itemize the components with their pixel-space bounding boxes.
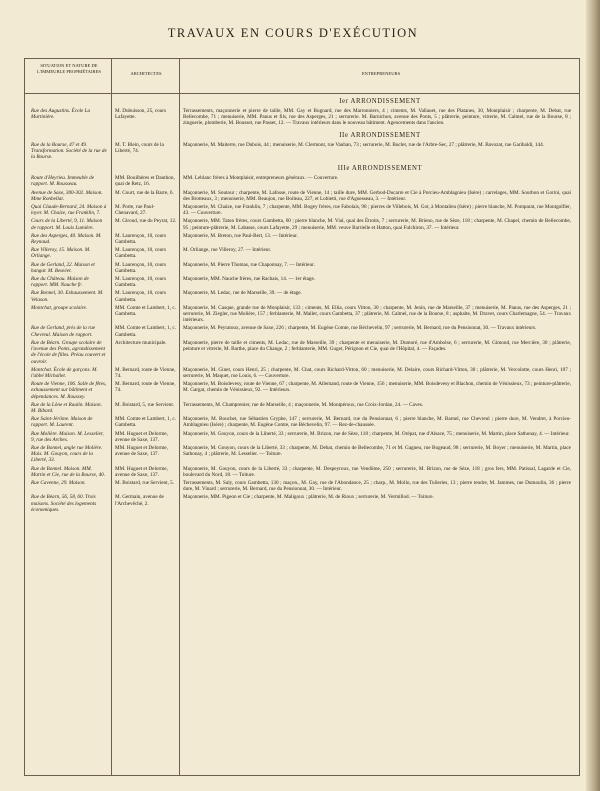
contractors-cell: Terrassements, M. Champrenier, rue de Marseille, 4 ; maçonnerie, M. Montpéroux, rue Croix-Jordan, 24. — Caves. [183, 401, 424, 408]
architect-cell: M. Germain, avenue de l'Archevêché, 2. [115, 494, 164, 507]
contractors-cell: Maçonnerie, M. Casque, grande rue de Monplaisir, 133 ; ciments, M. Ellia, cours Vitton, 30 ; charpente, M. Jenin, rue de Marseille, 37 ; menuiserie, M. Panus, rue des Asperges, 21 ; serrurerie, M. Ziegler, rue Molière, 157 ; ferblanterie, M. Mallet, cours Gambetta, 37 ; plâtrerie, M. Calmel, rue de la Bourse, 8 ; asphalte, M. Dravet, cours Charlemagne, 54. — Travaux intérieurs. [183, 304, 571, 324]
architect-cell: M. T. Blein, cours de la Liberté, 74. [115, 141, 164, 154]
site-cell: Montchat. École de garçons. M. l'abbé Michallet. [31, 366, 98, 379]
table-row [25, 367, 579, 379]
table-row [25, 175, 579, 187]
contractors-cell: M. Orliange, rue Villeroy, 27. — Intérieur. [183, 247, 272, 254]
page-title: TRAVAUX EN COURS D'EXÉCUTION [167, 26, 419, 40]
contractors-cell: MM. Leblanc frères à Montplaisir, entrepreneurs généraux. — Couverture. [183, 175, 339, 182]
table-body [25, 95, 579, 515]
table-row [25, 494, 579, 513]
header-situation: SITUATION ET NATURE DE L'IMMEUBLE PROPRIÉTAIRES [37, 63, 101, 74]
architect-cell: M. Laurençon, 10, cours Gambetta. [115, 276, 166, 289]
architect-cell: M. Laurençon, 10, cours Gambetta. [115, 261, 166, 274]
contractors-cell: Maçonnerie, pierre de taille et ciments, M. Ledac, rue de Marseille, 39 ; charpente et menuiserie, M. Dumoré, rue d'Ambolse, 6 ; serrurerie, M. Gimond, rue Mercière, 30 ; plâtrerie, peinture et vitrerie, M. Barthe, place du Change, 2 ; ferblanterie, MM. Guget, Pérignon et Cie, quai de l'Hôpital, 4. — Façades. [183, 339, 571, 353]
section-title: Ier ARRONDISSEMENT [339, 98, 421, 105]
table-row [25, 262, 579, 274]
site-cell: Rue du Château. Maison de rapport. MM. Nauche fr. [31, 276, 89, 289]
table-row [25, 276, 579, 288]
contractors-cell: Maçonnerie, M. Peyratoux, avenue de Saxe, 226 ; charpente, M. Eugène Comte, rue Béchevelin, 97 ; serrurerie, M. Bernard, rue du Pensionnat, 30. — Travaux intérieurs. [183, 325, 537, 332]
table-row [25, 340, 579, 365]
contractors-cell: Maçonnerie, M. Boisdevesy, route de Vienne, 67 ; charpente, M. Allemand, route de Vienne, 156 ; menuiserie, MM. Boisdevesy et Blachon, chemin de Vénissieux, 73 ; peinture-plâtrerie, M. Gargat, chemin de Vénissieux, 92. — Intérieurs. [183, 381, 571, 394]
contractors-cell: Maçonnerie, M. Gouyon, cours de la Liberté, 33 ; charpente, M. Despeyroux, rue Vendôme, 250 ; serrurerie, M. Brizon, rue de Sèze, 118 ; gros fers, MM. Patissal, Lagarde et Cie, boulevard du Nord, 18. — Toiture. [183, 465, 571, 478]
site-cell: Rue des Asperges, 40. Maison. M. Reynaud. [31, 232, 102, 246]
contractors-cell: Maçonnerie, MM. Taton frères, cours Gambetta, 60 ; pierre blanche, M. Vial, quai des Étroits, 7 ; serrurerie, M. Brieno, rue de Sèze, 118 ; charpente, M. Chapel, chemin de Bellecombe, 95 ; peinture-plâtrerie, M. Labasse, cours Lafayette, 29 ; menuiserie, MM. veuve Barrielle et Hatton, quai Fulchiron, 37. — Intérieur. [183, 218, 571, 231]
contractors-cell: Maçonnerie, M. Chaize, rue Franklin, 7 ; charpente, MM. Bogey frères, rue Fabolais, 98 ; pierres de Villebois, M. Got, à Montalieu (Isère) ; pierre blanche, M. Pomparat, rue Montgolfier, 43. — Couverture. [183, 204, 571, 217]
contractors-cell: Maçonnerie, MM. Pigeon et Cie ; charpente, M. Maligoux ; plâtrerie, M. de Rioux ; serrurerie, M. Vermillod. — Toiture. [183, 494, 434, 501]
contractors-cell: Maçonnerie, M. Ledac, rue de Marseille, 39. — 4e étage. [183, 290, 302, 297]
architect-cell: MM. Huguet et Delorme, avenue de Saxe, 137. [115, 444, 168, 458]
site-cell: Rue des Augustins. École La Martinière. [31, 108, 91, 121]
site-cell: Avenue de Saxe, 300-302. Maison. Mme Ronbellat. [31, 189, 103, 202]
table-row [25, 325, 579, 337]
site-cell: Quai Claude-Bernard, 24. Maison à loyer. M. Chaize, rue Franklin, 7. [31, 204, 107, 217]
table-row [25, 204, 579, 216]
contractors-cell: Maçonnerie, M. Maiterre, rue Dubois, 44 ; menuiserie, M. Clermont, rue Vauban, 73 ; serrurerie, M. Buclet, rue de l'Arbre-Sec, 27 ; plâtrerie, M. Bavozat, rue Garibaldi, 144. [183, 141, 544, 148]
table-row [25, 233, 579, 245]
architect-cell: MM. Huguet et Delorme, avenue de Saxe, 137. [115, 465, 168, 478]
architect-cell: Architecture municipale. [115, 339, 167, 346]
architect-cell: MM. Huguet et Delorme, avenue de Saxe, 137. [115, 430, 168, 443]
architect-cell: MM. Bouilhères et Dauthon, quai de Retz, 16. [115, 175, 175, 188]
architect-cell: MM. Comte et Lambert, 1, c. Gambetta. [115, 304, 176, 318]
architect-cell: M. Laurençon, 10, cours Gambetta. [115, 247, 166, 260]
table-row [25, 416, 579, 428]
contractors-cell: Maçonnerie, M. Ginet, cours Henri, 25 ; charpente, M. Chat, cours Richard-Vitton, 60 ; menuiserie, M. Delaire, cours Richard-Vitton, 30 ; plâtrerie, M. Vercolotte, cours Henri, 107 ; serrurerie, M. Maquet, rue Louis, 6. — Couverture. [183, 366, 571, 379]
architect-cell: MM. Comte et Lambert, 1, c. Gambetta. [115, 416, 176, 429]
architect-cell: M. Dubuisson, 25, cours Lafayette. [115, 108, 167, 121]
site-cell: Rue de Gerland, 22. Maison et hangar. M. Beuvier. [31, 261, 95, 274]
table-row [25, 445, 579, 464]
table-row [25, 108, 579, 127]
site-cell: Rue de Béarn. Groupe scolaire de l'avenue des Ponts, agrandissement de l'école de filles. Préau couvert et ouvroir. [31, 339, 106, 365]
contractors-cell: Terrassements, maçonnerie et pierre de taille, MM. Gay et Bugnard, rue des Marronniers, 4 ; ciments, M. Vallauet, rue des Platanes, 30, Montplaisir ; charpente, M. Debat, rue Bellecombe, 71 ; menuiserie, MM. Panus et fils, rue des Asperges, 21 ; serrurerie. M. Barnichon, avenue des Ponts, 5 ; plâtrerie, peinture, vitrerie, M. Calmel, rue de la Bourse, 8 ; zinguerie, plomberie, M. Bousset, rue Passet, 12. — Travaux intérieurs dans le nouveau bâtiment. Agencements dans l'ancien. [183, 108, 571, 127]
site-cell: Rue Saint-Jérôme. Maison de rapport. M. Laurent. [31, 416, 93, 429]
site-cell: Rue de Gerland, près de la rue Chevreul. Maison de rapport. [31, 325, 96, 338]
architect-cell: M. Bernard, route de Vienne, 74. [115, 381, 176, 394]
table-row [25, 247, 579, 259]
site-cell: Route d'Heyrieu. Immeuble de rapport. M. Rousseau. [31, 175, 95, 188]
table-row [25, 431, 579, 443]
contractors-cell: Terrassements, M. Saly, cours Gambetta, 130 ; maçon., M. Gay, rue de l'Abondance, 25 ; charp., M. Mollo, rue des Tuileries, 13 ; pierre tendre, M. Jammes, rue Dumoulin, 36 ; pierre dure, M. Vinard ; serrurerie, M. Bernard, rue du Pensionnat, 30. — Intérieur. [183, 479, 571, 493]
table-row [25, 402, 579, 414]
contractors-cell: Maçonnerie, MM. Nauche frères, rue Rachais, 14. — 1er étage. [183, 276, 316, 283]
contractors-cell: Maçonnerie, M. Breton, rue Paul-Bert, 13. — Intérieur. [183, 232, 298, 239]
architect-cell: M. Giroud, rue du Peyrat, 12. [115, 218, 177, 225]
works-table [24, 58, 580, 776]
book-spine [586, 0, 600, 791]
site-cell: Rue de Bonnel. Maison. MM. Martin et Cie, rue de la Bourse, 40. [31, 465, 106, 478]
architect-cell: M. Laurençon, 10, cours Gambetta. [115, 232, 166, 246]
table-row [25, 218, 579, 230]
site-cell: Rue Bonnel, 30. Exhaussement. M. Velason. [31, 290, 104, 303]
site-cell: Rue Cavenne, 29. Maison. [31, 479, 86, 486]
contractors-cell: Maçonnerie, M. Gouyon, cours de la Liberté, 33 ; serrurerie, M. Brizon, rue de Sèze, 118 ; charpente, M. Orépat, rue d'Alsace, 75 ; menuiserie, M. Martin, place Sathonay, 4. — Intérieur. [183, 430, 570, 437]
site-cell: Rue de la Bourse, 47 et 49. Transformation. Société de la rue de la Bourse. [31, 141, 107, 161]
section-title: IIIe ARRONDISSEMENT [337, 165, 423, 173]
contractors-cell: Maçonnerie, M. Bouchet, rue Sébastien Gryphe, 147 ; serrurerie, M. Bernard, rue du Pensionnat, 6 ; pierre blanche, M. Barnel, rue Chevreul ; pierre dure, M. Vendret, à Porcieu-Amblagnieu (Isère) ; charpente, M. Eugène Comte, rue Béchevelin, 97. — Rez-de-chaussée. [183, 416, 571, 429]
table-row [25, 305, 579, 324]
header-entrepreneurs: ENTREPRENEURS [361, 71, 401, 76]
table-row [25, 466, 579, 478]
site-cell: Rue de Béarn, 56, 58, 60. Trois maisons. Société des logements économiques. [31, 494, 97, 513]
header-architectes: ARCHITECTES [130, 71, 162, 76]
table-row [25, 190, 579, 202]
site-cell: Cours de la Liberté, 9, 11. Maison de rapport. M. Louis Lumière. [31, 218, 103, 231]
architect-cell: M. Laurençon, 10, cours Gambetta. [115, 290, 166, 303]
contractors-cell: Maçonnerie, M. Gouyon, cours de la Liberté, 33 ; charpente, M. Debat, chemin de Bellecombe, 71 et M. Gagneu, rue Bugeaud, 98 ; serrurerie, M. Boyer ; menuiserie, M. Martin, place Sathonay, 4 ; plâtrerie, M. Lesselier. — Toiture. [183, 444, 571, 458]
architect-cell: M. Court, rue de la Barre, 6. [115, 189, 174, 196]
architect-cell: MM. Comte et Lambert, 1, c. Gambetta. [115, 325, 176, 338]
site-cell: Rue de Bonnel, angle rue Molière. Mais. M. Gouyon, cours de la Liberté, 33. [31, 444, 103, 464]
site-cell: Rue Villeroy, 15. Maison. M. Orliange. [31, 247, 91, 260]
site-cell: Rue de la Lône et Raulin. Maison. M. Bibard. [31, 401, 102, 414]
table-row [25, 381, 579, 400]
site-cell: Route de Vienne, 106. Salle de fêtes, exhaussement sur bâtiment et dépendances. M. Roussey. [31, 381, 107, 400]
table-row [25, 142, 579, 161]
architect-cell: M. Bernard, route de Vienne, 74. [115, 366, 176, 379]
table-header [25, 59, 579, 94]
table-row [25, 480, 579, 492]
architect-cell: M. Boistard, 5, rue Servient. [115, 401, 175, 408]
contractors-cell: Maçonnerie, M. Soutour ; charpente, M. Lafosse, route de Vienne, 14 ; taille dure, MM. Gerbod-Ducarre et Cie à Porcieu-Amblagnieu (Isère) ; carrelages, MM. Sourbon et Gorini, quai des Brotteaux, 3 ; menuiserie, MM. Beaujon, rue Boileau, 227, et Lobietti, rue d'Aguesseau, 3. — Intérieur. [183, 189, 571, 202]
table-row [25, 290, 579, 302]
architect-cell: M. Porte, rue Paul-Chenavard, 27. [115, 204, 155, 217]
architect-cell: M. Boistard, rue Servient, 5. [115, 479, 175, 486]
contractors-cell: Maçonnerie, M. Pierre Thomas, rue Chaponnay, 7. — Intérieur. [183, 261, 315, 268]
site-cell: Montchat, groupe scolaire. [31, 304, 88, 311]
section-title: IIe ARRONDISSEMENT [339, 131, 421, 139]
site-cell: Rue Molière. Maison. M. Lesselier, 9, rue des Arches. [31, 430, 104, 443]
